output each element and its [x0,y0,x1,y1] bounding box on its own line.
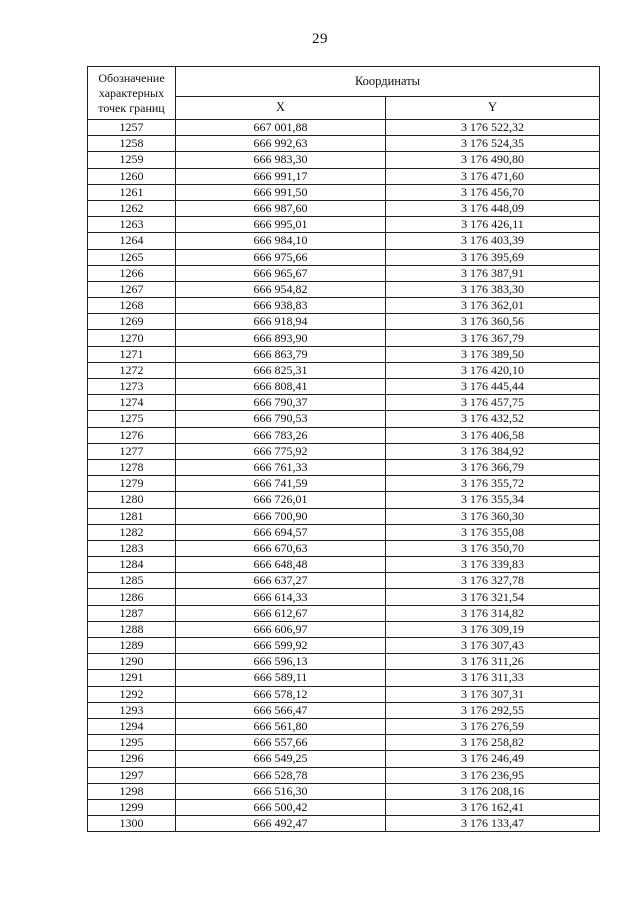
point-id-cell: 1298 [88,783,176,799]
table-row [88,702,600,718]
x-coordinate-cell: 666 995,01 [176,217,386,233]
x-coordinate-cell: 666 599,92 [176,638,386,654]
point-id-cell: 1282 [88,524,176,540]
x-coordinate-cell: 667 001,88 [176,120,386,136]
x-coordinate-cell: 666 670,63 [176,540,386,556]
x-coordinate-cell: 666 790,37 [176,395,386,411]
point-id-cell: 1296 [88,751,176,767]
y-coordinate-cell: 3 176 309,19 [386,621,600,637]
y-coordinate-cell: 3 176 258,82 [386,735,600,751]
x-coordinate-cell: 666 637,27 [176,573,386,589]
table-row [88,136,600,152]
table-row [88,638,600,654]
x-coordinate-cell: 666 954,82 [176,281,386,297]
x-coordinate-cell: 666 918,94 [176,314,386,330]
x-coordinate-cell: 666 938,83 [176,298,386,314]
x-coordinate-cell: 666 492,47 [176,816,386,832]
y-coordinate-cell: 3 176 448,09 [386,200,600,216]
y-coordinate-cell: 3 176 292,55 [386,702,600,718]
x-coordinate-cell: 666 965,67 [176,265,386,281]
y-coordinate-cell: 3 176 524,35 [386,136,600,152]
table-row [88,816,600,832]
x-coordinate-cell: 666 596,13 [176,654,386,670]
x-coordinate-cell: 666 694,57 [176,524,386,540]
point-id-cell: 1271 [88,346,176,362]
y-coordinate-cell: 3 176 426,11 [386,217,600,233]
y-coordinate-cell: 3 176 314,82 [386,605,600,621]
y-coordinate-cell: 3 176 360,30 [386,508,600,524]
table-row [88,200,600,216]
table-row [88,718,600,734]
table-row [88,735,600,751]
point-id-cell: 1286 [88,589,176,605]
x-coordinate-cell: 666 808,41 [176,379,386,395]
y-coordinate-cell: 3 176 162,41 [386,799,600,815]
table-row [88,152,600,168]
point-id-cell: 1274 [88,395,176,411]
y-coordinate-cell: 3 176 395,69 [386,249,600,265]
point-id-cell: 1283 [88,540,176,556]
point-id-cell: 1268 [88,298,176,314]
table-row [88,799,600,815]
y-coordinate-cell: 3 176 389,50 [386,346,600,362]
table-row [88,281,600,297]
point-id-cell: 1260 [88,168,176,184]
point-id-cell: 1257 [88,120,176,136]
x-coordinate-cell: 666 612,67 [176,605,386,621]
x-coordinate-cell: 666 589,11 [176,670,386,686]
point-id-cell: 1287 [88,605,176,621]
point-id-cell: 1293 [88,702,176,718]
x-coordinate-cell: 666 991,17 [176,168,386,184]
y-coordinate-cell: 3 176 355,34 [386,492,600,508]
x-coordinate-cell: 666 863,79 [176,346,386,362]
point-id-cell: 1299 [88,799,176,815]
point-id-cell: 1269 [88,314,176,330]
table-row [88,492,600,508]
x-coordinate-cell: 666 991,50 [176,184,386,200]
table-row [88,330,600,346]
point-id-cell: 1280 [88,492,176,508]
point-id-cell: 1289 [88,638,176,654]
x-coordinate-cell: 666 549,25 [176,751,386,767]
table-row [88,314,600,330]
x-coordinate-cell: 666 578,12 [176,686,386,702]
point-id-cell: 1295 [88,735,176,751]
y-coordinate-cell: 3 176 457,75 [386,395,600,411]
x-coordinate-cell: 666 790,53 [176,411,386,427]
table-row [88,427,600,443]
table-row [88,508,600,524]
table-row [88,654,600,670]
x-coordinate-cell: 666 500,42 [176,799,386,815]
header-x: X [176,96,386,119]
y-coordinate-cell: 3 176 339,83 [386,557,600,573]
y-coordinate-cell: 3 176 276,59 [386,718,600,734]
header-point-id: Обозначение характерных точек границ [88,67,176,120]
y-coordinate-cell: 3 176 387,91 [386,265,600,281]
point-id-cell: 1273 [88,379,176,395]
table-row [88,379,600,395]
table-row [88,459,600,475]
x-coordinate-cell: 666 783,26 [176,427,386,443]
y-coordinate-cell: 3 176 350,70 [386,540,600,556]
x-coordinate-cell: 666 975,66 [176,249,386,265]
table-row [88,184,600,200]
table-row [88,670,600,686]
table-row [88,557,600,573]
x-coordinate-cell: 666 741,59 [176,476,386,492]
point-id-cell: 1263 [88,217,176,233]
table-row [88,217,600,233]
y-coordinate-cell: 3 176 403,39 [386,233,600,249]
x-coordinate-cell: 666 825,31 [176,362,386,378]
table-row [88,168,600,184]
x-coordinate-cell: 666 987,60 [176,200,386,216]
y-coordinate-cell: 3 176 471,60 [386,168,600,184]
y-coordinate-cell: 3 176 133,47 [386,816,600,832]
x-coordinate-cell: 666 614,33 [176,589,386,605]
x-coordinate-cell: 666 984,10 [176,233,386,249]
table-row [88,346,600,362]
y-coordinate-cell: 3 176 307,43 [386,638,600,654]
point-id-cell: 1279 [88,476,176,492]
table-row [88,686,600,702]
header-coordinates: Координаты [176,67,600,97]
x-coordinate-cell: 666 761,33 [176,459,386,475]
point-id-cell: 1292 [88,686,176,702]
point-id-cell: 1278 [88,459,176,475]
table-row [88,540,600,556]
point-id-cell: 1261 [88,184,176,200]
point-id-cell: 1270 [88,330,176,346]
y-coordinate-cell: 3 176 362,01 [386,298,600,314]
x-coordinate-cell: 666 983,30 [176,152,386,168]
y-coordinate-cell: 3 176 420,10 [386,362,600,378]
y-coordinate-cell: 3 176 327,78 [386,573,600,589]
table-row [88,589,600,605]
y-coordinate-cell: 3 176 490,80 [386,152,600,168]
table-row [88,605,600,621]
y-coordinate-cell: 3 176 384,92 [386,443,600,459]
coordinates-table [87,66,600,832]
x-coordinate-cell: 666 557,66 [176,735,386,751]
y-coordinate-cell: 3 176 522,32 [386,120,600,136]
table-row [88,751,600,767]
point-id-cell: 1265 [88,249,176,265]
point-id-cell: 1284 [88,557,176,573]
point-id-cell: 1291 [88,670,176,686]
y-coordinate-cell: 3 176 445,44 [386,379,600,395]
point-id-cell: 1288 [88,621,176,637]
table-row [88,573,600,589]
table-body [88,120,600,832]
x-coordinate-cell: 666 775,92 [176,443,386,459]
y-coordinate-cell: 3 176 432,52 [386,411,600,427]
table-row [88,783,600,799]
x-coordinate-cell: 666 528,78 [176,767,386,783]
table-row [88,524,600,540]
table-row [88,443,600,459]
x-coordinate-cell: 666 700,90 [176,508,386,524]
y-coordinate-cell: 3 176 208,16 [386,783,600,799]
y-coordinate-cell: 3 176 355,72 [386,476,600,492]
y-coordinate-cell: 3 176 307,31 [386,686,600,702]
point-id-cell: 1266 [88,265,176,281]
table-row [88,233,600,249]
x-coordinate-cell: 666 726,01 [176,492,386,508]
x-coordinate-cell: 666 561,80 [176,718,386,734]
y-coordinate-cell: 3 176 321,54 [386,589,600,605]
point-id-cell: 1297 [88,767,176,783]
point-id-cell: 1285 [88,573,176,589]
y-coordinate-cell: 3 176 311,33 [386,670,600,686]
point-id-cell: 1275 [88,411,176,427]
x-coordinate-cell: 666 893,90 [176,330,386,346]
point-id-cell: 1277 [88,443,176,459]
point-id-cell: 1281 [88,508,176,524]
table-row [88,767,600,783]
page-number: 29 [312,31,328,47]
x-coordinate-cell: 666 566,47 [176,702,386,718]
point-id-cell: 1267 [88,281,176,297]
point-id-cell: 1290 [88,654,176,670]
y-coordinate-cell: 3 176 311,26 [386,654,600,670]
y-coordinate-cell: 3 176 355,08 [386,524,600,540]
point-id-cell: 1264 [88,233,176,249]
y-coordinate-cell: 3 176 406,58 [386,427,600,443]
y-coordinate-cell: 3 176 366,79 [386,459,600,475]
y-coordinate-cell: 3 176 360,56 [386,314,600,330]
y-coordinate-cell: 3 176 236,95 [386,767,600,783]
y-coordinate-cell: 3 176 367,79 [386,330,600,346]
table-header [88,67,600,120]
table-row [88,265,600,281]
x-coordinate-cell: 666 648,48 [176,557,386,573]
table-row [88,362,600,378]
header-row-top [88,67,600,97]
x-coordinate-cell: 666 992,63 [176,136,386,152]
y-coordinate-cell: 3 176 456,70 [386,184,600,200]
y-coordinate-cell: 3 176 383,30 [386,281,600,297]
point-id-cell: 1272 [88,362,176,378]
point-id-cell: 1258 [88,136,176,152]
x-coordinate-cell: 666 606,97 [176,621,386,637]
header-y: Y [386,96,600,119]
table-row [88,395,600,411]
point-id-cell: 1294 [88,718,176,734]
table-row [88,249,600,265]
table-row [88,298,600,314]
table-row [88,476,600,492]
table-row [88,621,600,637]
table-row [88,120,600,136]
point-id-cell: 1300 [88,816,176,832]
x-coordinate-cell: 666 516,30 [176,783,386,799]
table-row [88,411,600,427]
point-id-cell: 1276 [88,427,176,443]
point-id-cell: 1259 [88,152,176,168]
y-coordinate-cell: 3 176 246,49 [386,751,600,767]
point-id-cell: 1262 [88,200,176,216]
